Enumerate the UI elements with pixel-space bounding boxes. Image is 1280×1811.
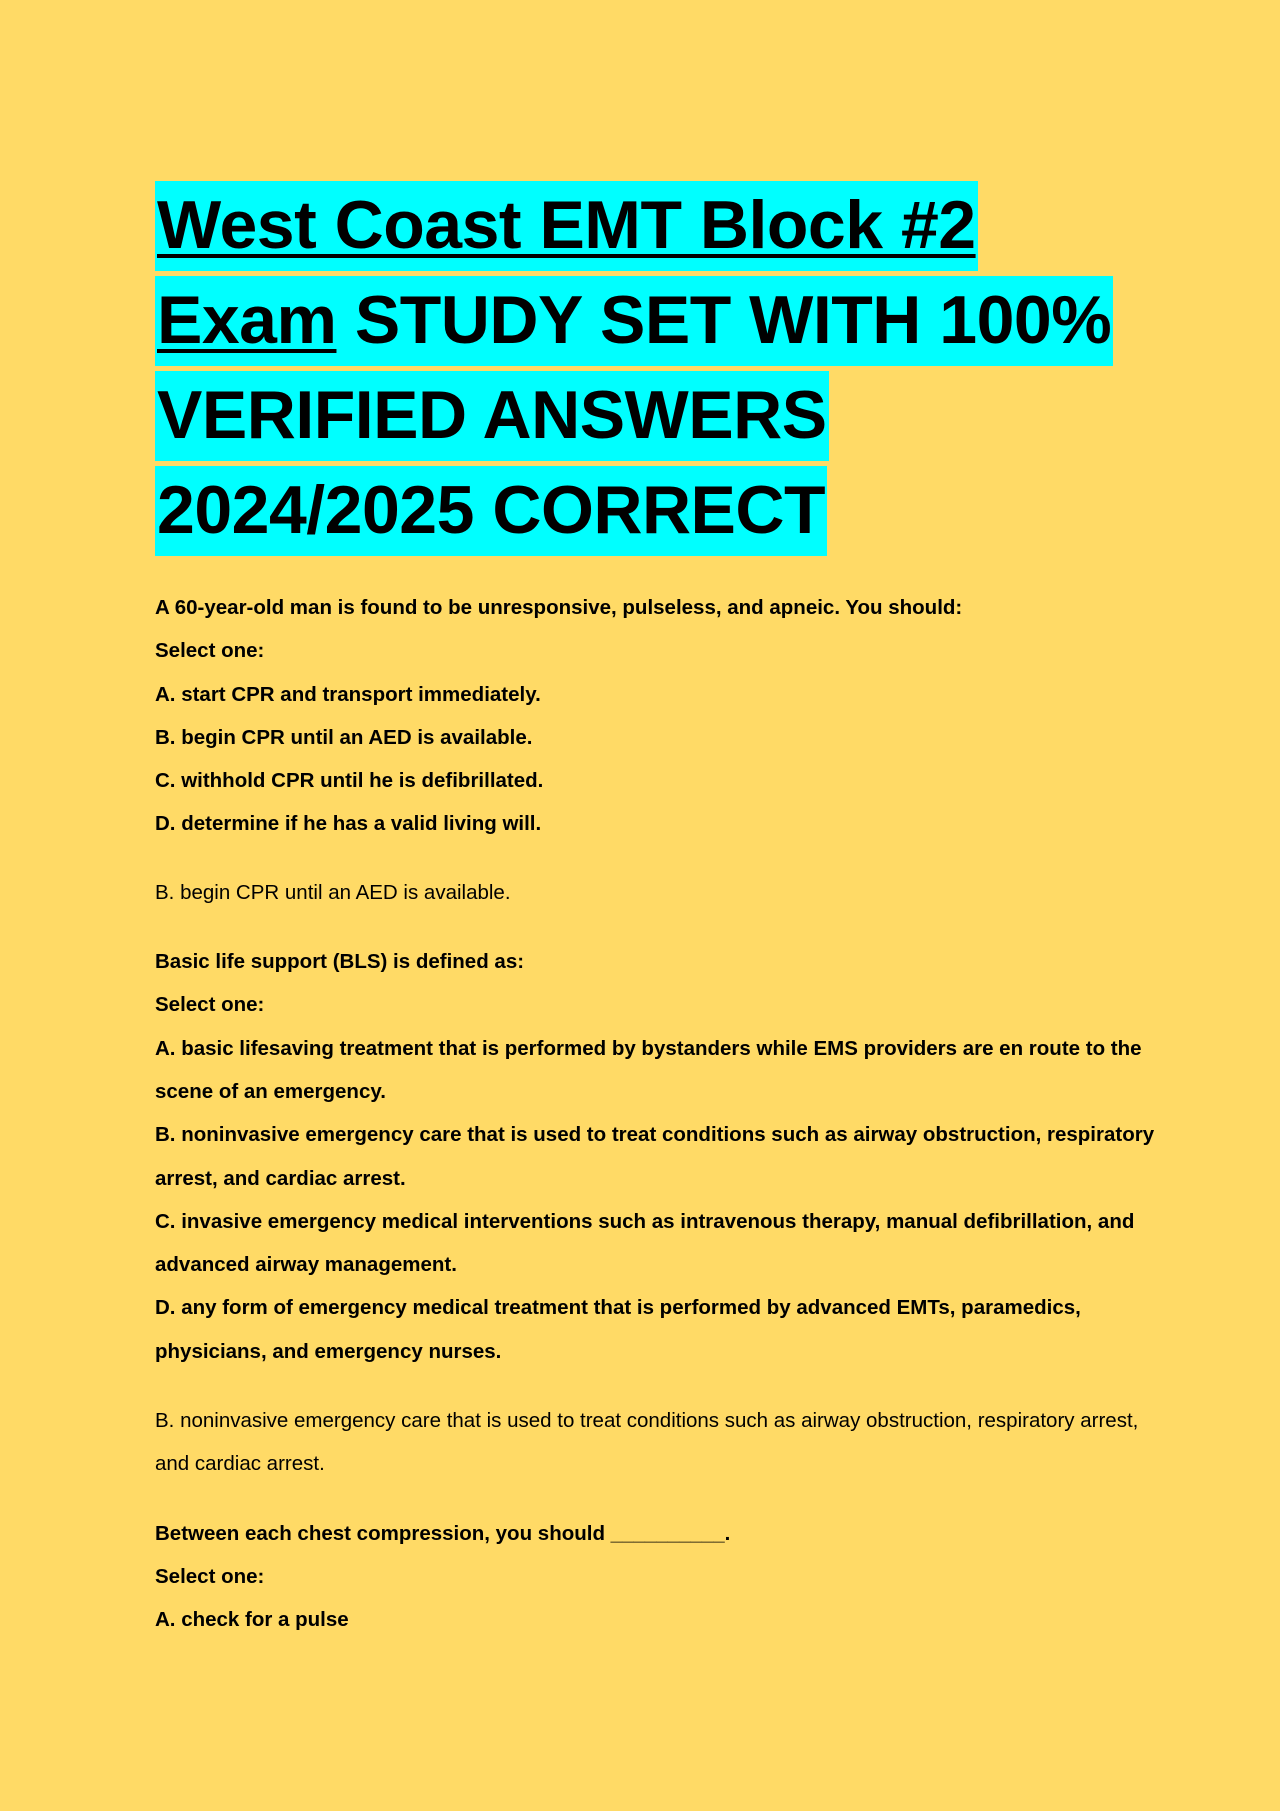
question-block	[155, 586, 1160, 846]
answer-option: D. any form of emergency medical treatment that is performed by advanced EMTs, paramedics, physicians, and emergency nurses.	[155, 1296, 1081, 1363]
answer-option: B. noninvasive emergency care that is used to treat conditions such as airway obstruction, respiratory arrest, and cardiac arrest.	[155, 1123, 1155, 1190]
question-prompt: A 60-year-old man is found to be unresponsive, pulseless, and apneic. You should:	[155, 596, 963, 619]
question-block	[155, 940, 1160, 1373]
correct-answer: B. noninvasive emergency care that is used to treat conditions such as airway obstruction, respiratory arrest, and cardiac arrest.	[155, 1409, 1139, 1476]
answer-option: A. check for a pulse	[155, 1608, 349, 1632]
answer-option: B. begin CPR until an AED is available.	[155, 725, 533, 749]
title-underlined-part: West Coast EMT Block #2 Exam	[157, 187, 976, 358]
document-title	[155, 178, 1160, 558]
select-one-label: Select one:	[155, 639, 265, 663]
answer-option: A. basic lifesaving treatment that is performed by bystanders while EMS providers are en route to the scene of an emergency.	[155, 1036, 1142, 1103]
answer-option: A. start CPR and transport immediately.	[155, 682, 541, 706]
title-highlight	[155, 181, 1113, 556]
question-block	[155, 1512, 1160, 1642]
answer-option: D. determine if he has a valid living will.	[155, 812, 542, 836]
select-one-label: Select one:	[155, 1564, 265, 1588]
question-prompt: Basic life support (BLS) is defined as:	[155, 950, 525, 974]
correct-answer: B. begin CPR until an AED is available.	[155, 880, 511, 904]
question-prompt: Between each chest compression, you should __________.	[155, 1521, 731, 1545]
title-rest: STUDY SET WITH 100% VERIFIED ANSWERS 2024/2025 CORRECT	[157, 282, 1112, 548]
answer-option: C. withhold CPR until he is defibrillated.	[155, 769, 544, 793]
select-one-label: Select one:	[155, 993, 265, 1017]
answer-option: C. invasive emergency medical interventions such as intravenous therapy, manual defibrillation, and advanced airway management.	[155, 1209, 1135, 1277]
